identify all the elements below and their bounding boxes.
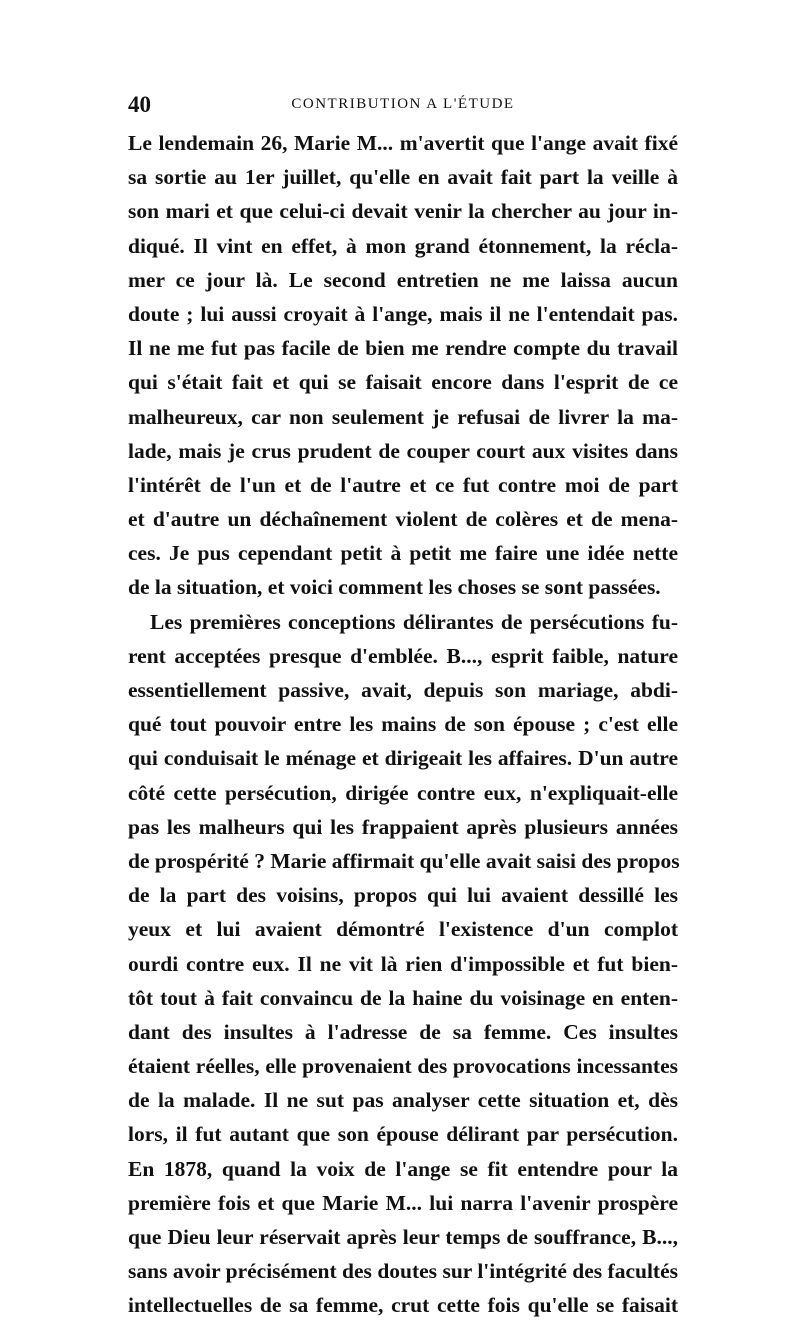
text-line: lade, mais je crus prudent de couper court aux visites dans [128, 438, 678, 463]
text-line: son mari et que celui-ci devait venir la chercher au jour in- [128, 199, 678, 224]
text-line: de la part des voisins, propos qui lui avaient dessillé les [128, 883, 678, 908]
text-line: pas les malheurs qui les frappaient après plusieurs années [128, 814, 678, 839]
text-line: essentiellement passive, avait, depuis son mariage, abdi- [128, 678, 678, 702]
text-line: côté cette persécution, dirigée contre eux, n'expliquait-elle [128, 780, 678, 805]
paragraph-first-line: Les premières conceptions délirantes de persécutions fu- [150, 609, 678, 634]
text-line: malheureux, car non seulement je refusai de livrer la ma- [128, 404, 678, 429]
text-line: qué tout pouvoir entre les mains de son épouse ; c'est elle [128, 712, 678, 737]
text-line: sans avoir précisément des doutes sur l'intégrité des facultés [128, 1259, 678, 1284]
text-line: doute ; lui aussi croyait à l'ange, mais il ne l'entendait pas. [128, 301, 678, 326]
text-line: sa sortie au 1er juillet, qu'elle en avait fait part la veille à [128, 165, 678, 190]
text-line: qui conduisait le ménage et dirigeait les affaires. D'un autre [128, 746, 678, 771]
text-line: Le lendemain 26, Marie M... m'avertit que l'ange avait fixé [128, 131, 678, 155]
page-number: 40 [128, 92, 151, 117]
text-line: lors, il fut autant que son épouse délirant par persécution. [128, 1122, 678, 1147]
text-line: diqué. Il vint en effet, à mon grand étonnement, la récla- [128, 233, 678, 258]
text-line: de la situation, et voici comment les choses se sont passées. [128, 575, 661, 600]
running-title: CONTRIBUTION A L'ÉTUDE [291, 96, 515, 112]
text-line: ces. Je pus cependant petit à petit me faire une idée nette [128, 541, 678, 566]
text-line: première fois et que Marie M... lui narra l'avenir prospère [128, 1190, 678, 1215]
text-line: de la malade. Il ne sut pas analyser cette situation et, dès [128, 1088, 678, 1113]
text-line: En 1878, quand la voix de l'ange se fit entendre pour la [128, 1156, 678, 1181]
text-line: intellectuelles de sa femme, crut cette fois qu'elle se faisait [128, 1293, 678, 1318]
running-head [128, 92, 678, 120]
text-line: yeux et lui avaient démontré l'existence d'un complot [128, 917, 678, 942]
text-line: étaient réelles, elle provenaient des provocations incessantes [128, 1054, 678, 1079]
text-line: de prospérité ? Marie affirmait qu'elle avait saisi des propos [128, 848, 680, 873]
text-line: dant des insultes à l'adresse de sa femme. Ces insultes [128, 1019, 678, 1044]
text-line: tôt tout à fait convaincu de la haine du voisinage en enten- [128, 985, 678, 1010]
text-line: Il ne me fut pas facile de bien me rendre compte du travail [128, 336, 678, 361]
text-line: qui s'était fait et qui se faisait encore dans l'esprit de ce [128, 370, 678, 395]
text-line: et d'autre un déchaînement violent de colères et de mena- [128, 507, 678, 532]
body-text [128, 126, 678, 1323]
text-line: mer ce jour là. Le second entretien ne me laissa aucun [128, 267, 678, 292]
text-line: ourdi contre eux. Il ne vit là rien d'impossible et fut bien- [128, 951, 678, 976]
text-line: que Dieu leur réservait après leur temps de souffrance, B..., [128, 1225, 678, 1249]
text-line: l'intérêt de l'un et de l'autre et ce fut contre moi de part [128, 472, 678, 497]
text-line: rent acceptées presque d'emblée. B..., esprit faible, nature [128, 643, 678, 668]
